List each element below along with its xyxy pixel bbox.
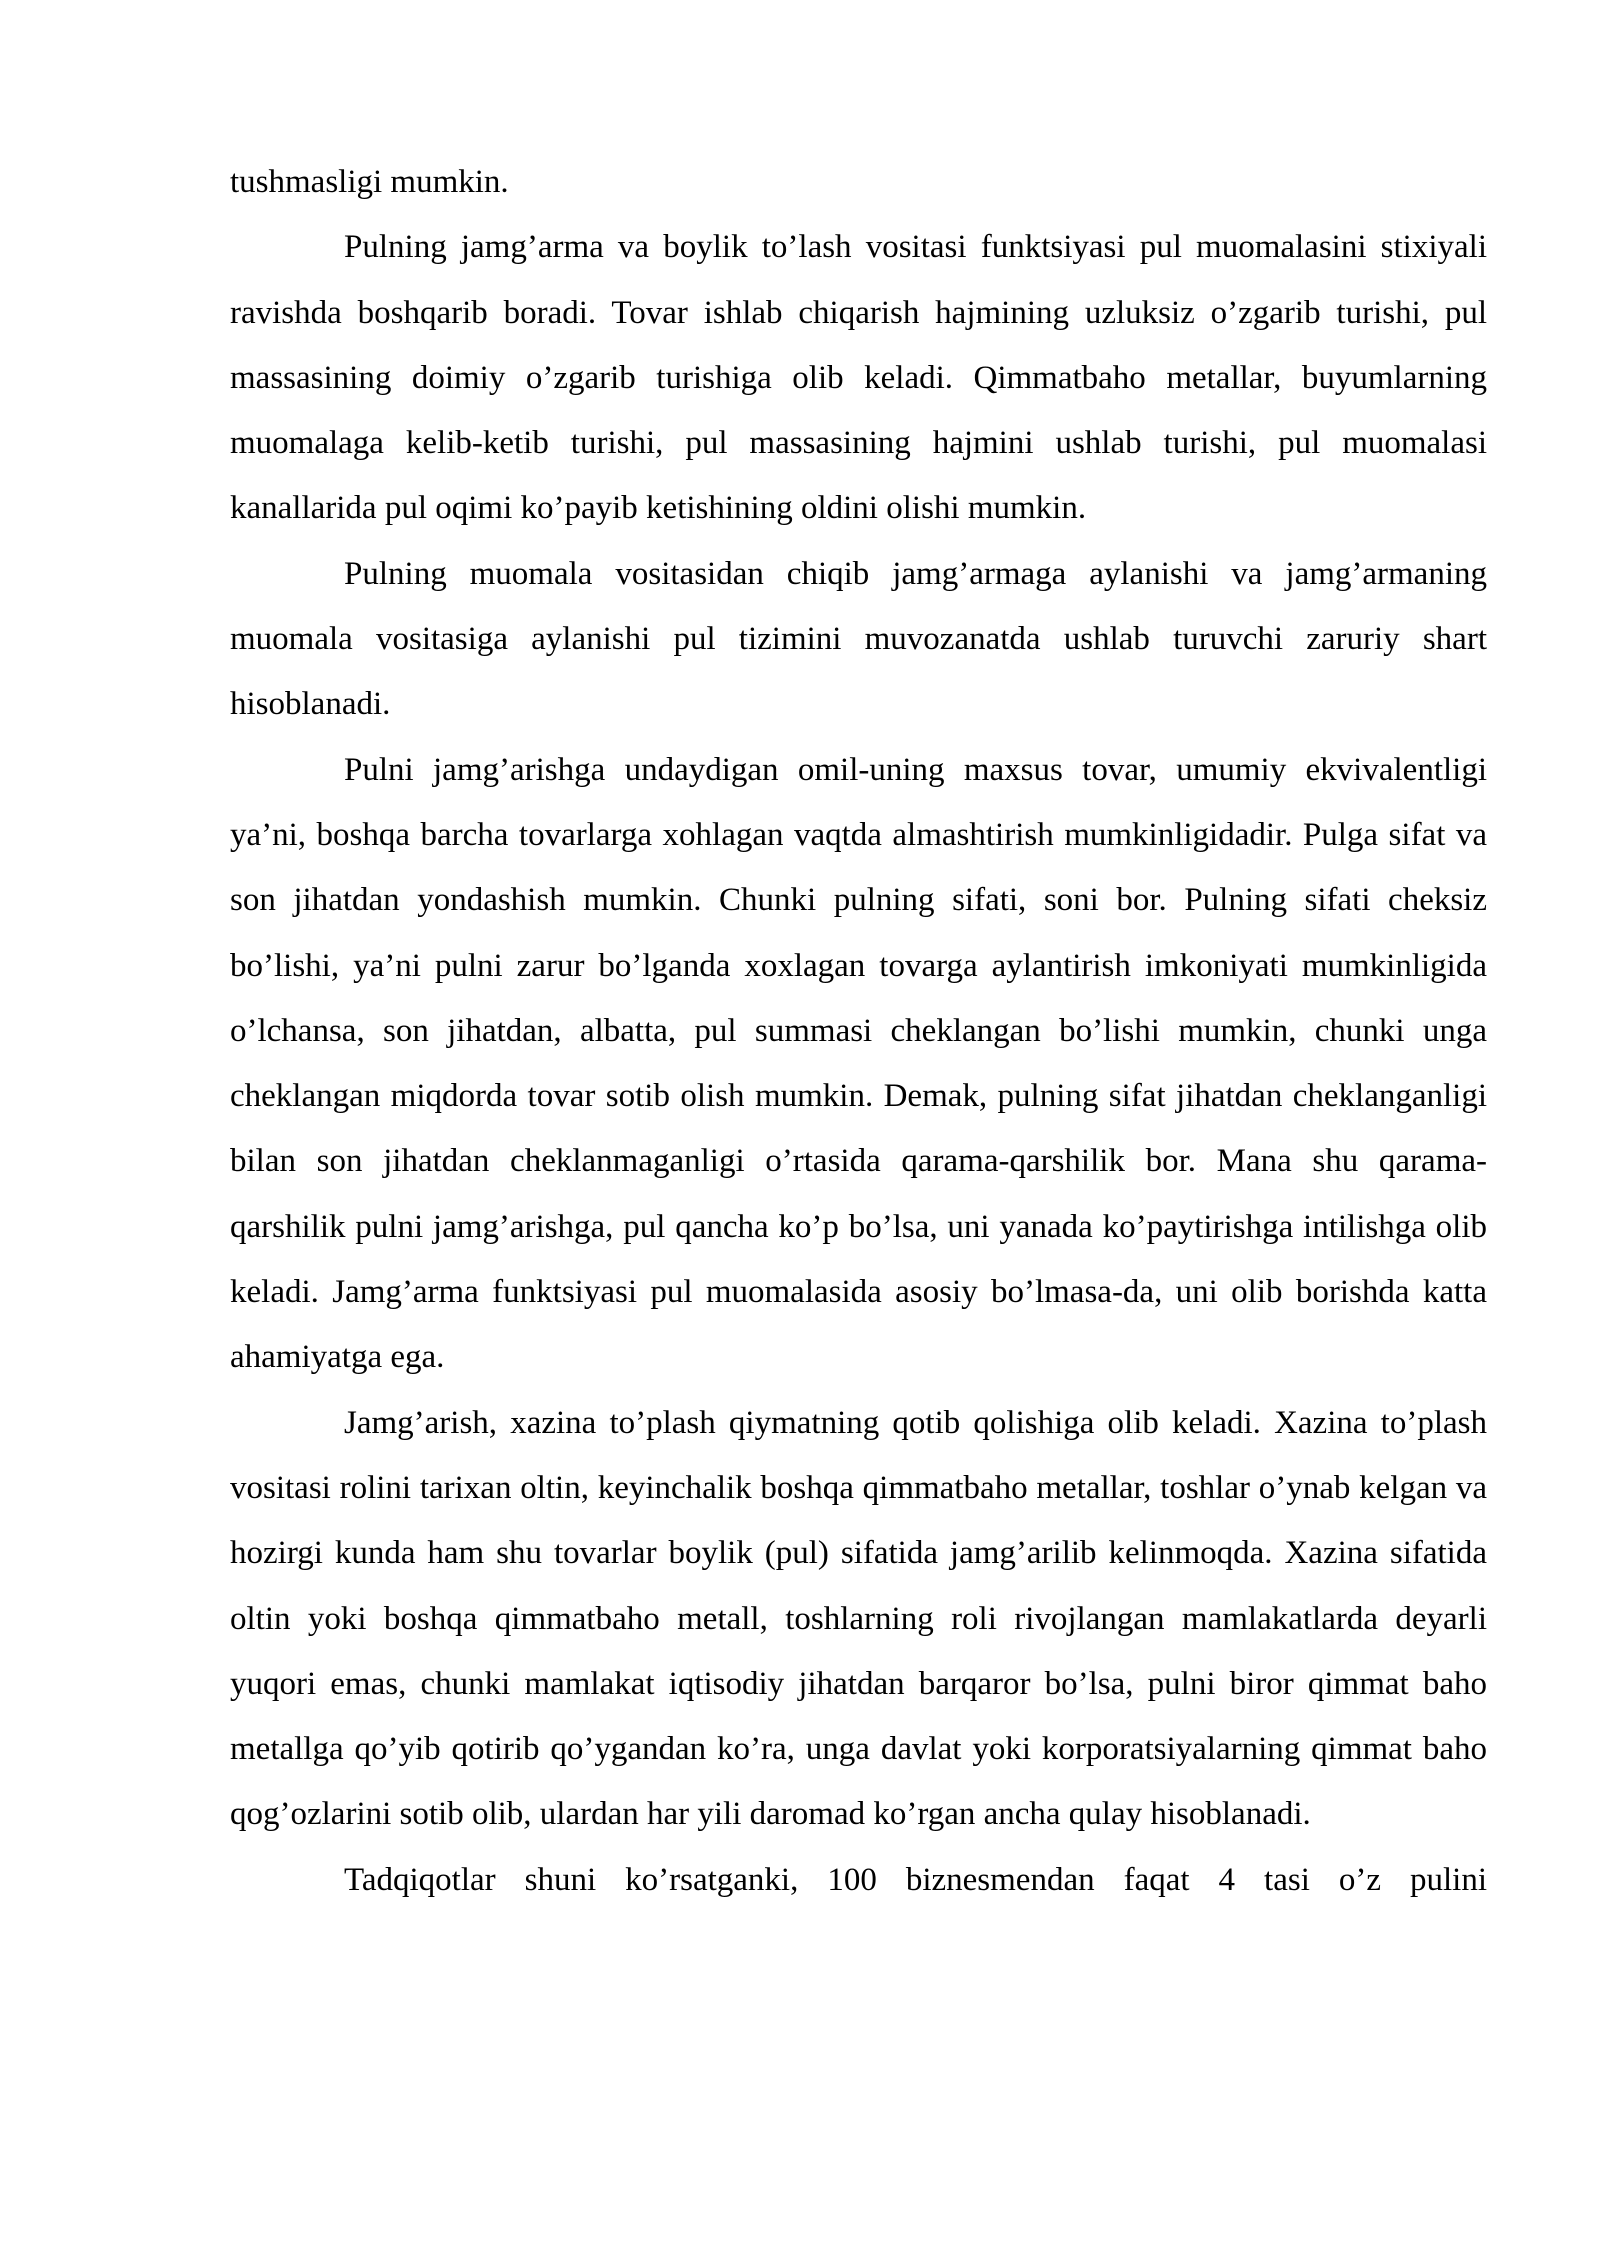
- paragraph-continuation: tushmasligi mumkin.: [230, 164, 509, 200]
- paragraph: Pulning muomala vositasidan chiqib jamg’armaga aylanishi va jamg’armaning muomala vositasiga aylanishi pul tizimini muvozanatda ushlab turuvchi zaruriy shart hisoblanadi.: [230, 555, 1487, 723]
- paragraph: Pulning jamg’arma va boylik to’lash vositasi funktsiyasi pul muomalasini stixiyali ravishda boshqarib boradi. Tovar ishlab chiqarish hajmining uzluksiz o’zgarib turishi, pul massasining doimiy o’zgarib turishiga olib keladi. Qimmatbaho metallar, buyumlarning muomalaga kelib-ketib turishi, pul massasining hajmini ushlab turishi, pul muomalasi kanallarida pul oqimi ko’payib ketishining oldini olishi mumkin.: [230, 229, 1487, 527]
- paragraph: Pulni jamg’arishga undaydigan omil-uning maxsus tovar, umumiy ekvivalentligi ya’ni, boshqa barcha tovarlarga xohlagan vaqtda almashtirish mumkinligidadir. Pulga sifat va son jihatdan yondashish mumkin. Chunki pulning sifati, soni bor. Pulning sifati cheksiz bo’lishi, ya’ni pulni zarur bo’lganda xoxlagan tovarga aylantirish imkoniyati mumkinligida o’lchansa, son jihatdan, albatta, pul summasi cheklangan bo’lishi mumkin, chunki unga cheklangan miqdorda tovar sotib olish mumkin. Demak, pulning sifat jihatdan cheklanganligi bilan son jihatdan cheklanmaganligi o’rtasida qarama-qarshilik bor. Mana shu qarama-qarshilik pulni jamg’arishga, pul qancha ko’p bo’lsa, uni yanada ko’paytirishga intilishga olib keladi. Jamg’arma funktsiyasi pul muomalasida asosiy bo’lmasa-da, uni olib borishda katta ahamiyatga ega.: [230, 751, 1487, 1376]
- paragraph: Jamg’arish, xazina to’plash qiymatning qotib qolishiga olib keladi. Xazina to’plash vositasi rolini tarixan oltin, keyinchalik boshqa qimmatbaho metallar, toshlar o’ynab kelgan va hozirgi kunda ham shu tovarlar boylik (pul) sifatida jamg’arilib kelinmoqda. Xazina sifatida oltin yoki boshqa qimmatbaho metall, toshlarning roli rivojlangan mamlakatlarda deyarli yuqori emas, chunki mamlakat iqtisodiy jihatdan barqaror bo’lsa, pulni biror qimmat baho metallga qo’yib qotirib qo’ygandan ko’ra, unga davlat yoki korporatsiyalarning qimmat baho qog’ozlarini sotib olib, ulardan har yili daromad ko’rgan ancha qulay hisoblanadi.: [230, 1404, 1487, 1833]
- paragraph-truncated: Tadqiqotlar shuni ko’rsatganki, 100 biznesmendan faqat 4 tasi o’z pulini: [344, 1861, 1487, 1898]
- body-text: [230, 150, 1487, 1913]
